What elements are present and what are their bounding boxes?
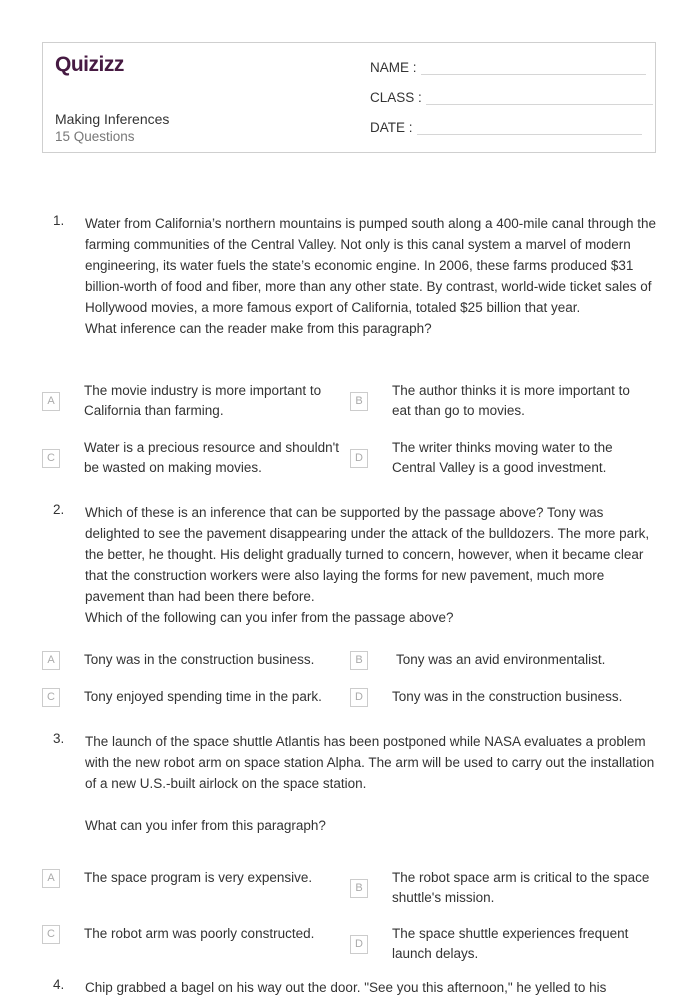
- option-1b[interactable]: [350, 381, 650, 421]
- option-3b[interactable]: [350, 868, 650, 908]
- option-text: Tony was an avid environmentalist.: [396, 652, 606, 667]
- option-3c[interactable]: [42, 924, 349, 944]
- option-letter: C: [42, 688, 60, 707]
- option-3d[interactable]: [350, 924, 650, 964]
- option-2d[interactable]: [350, 687, 650, 707]
- worksheet-header: [42, 42, 656, 153]
- option-1d[interactable]: [350, 438, 650, 478]
- question-number: 1.: [53, 213, 65, 228]
- option-text: The robot space arm is critical to the space shuttle's mission.: [392, 870, 650, 905]
- question-number: 4.: [53, 977, 65, 992]
- option-letter: D: [350, 688, 368, 707]
- question-text: Chip grabbed a bagel on his way out the door. "See you this afternoon," he yelled to his: [85, 980, 607, 995]
- class-line[interactable]: [426, 103, 653, 105]
- option-text: The author thinks it is more important to eat than go to movies.: [392, 383, 630, 418]
- name-label: NAME :: [370, 60, 417, 75]
- question-number: 2.: [53, 502, 65, 517]
- quizizz-logo: Quizizz: [55, 53, 124, 76]
- question-text: Water from California’s northern mountains is pumped south along a 400-mile canal through the farming communities of the Central Valley. Not only is this canal system a marvel of modern engineering, its water fuels the state’s economic engine. In 2006, these farms produced $31 billion-worth of food and fiber, more than any other state. By contrast, world-wide ticket sales of Hollywood movies, a more famous export of California, totaled $25 billion that year. What inference can the reader make from this paragraph?: [85, 216, 657, 336]
- question-count: 15 Questions: [55, 129, 135, 144]
- option-letter: B: [350, 879, 368, 898]
- option-letter: A: [42, 651, 60, 670]
- class-field[interactable]: [370, 90, 653, 105]
- date-field[interactable]: [370, 120, 642, 135]
- name-field[interactable]: [370, 60, 646, 75]
- option-1a[interactable]: [42, 381, 349, 421]
- option-2c[interactable]: [42, 687, 349, 707]
- question-text: Which of these is an inference that can be supported by the passage above? Tony was delighted to see the pavement disappearing under the attack of the bulldozers. The more park, the better, he thought. His delight gradually turned to concern, however, when it became clear that the construction workers were also laying the forms for new pavement, much more pavement than had been there before. Which of the following can you infer from the passage above?: [85, 505, 650, 625]
- option-letter: A: [42, 392, 60, 411]
- option-1c[interactable]: [42, 438, 349, 478]
- option-letter: A: [42, 869, 60, 888]
- option-letter: B: [350, 651, 368, 670]
- option-text: Tony was in the construction business.: [392, 689, 623, 704]
- name-line[interactable]: [421, 73, 646, 75]
- option-letter: D: [350, 935, 368, 954]
- option-text: The space shuttle experiences frequent launch delays.: [392, 926, 629, 961]
- option-letter: C: [42, 449, 60, 468]
- option-letter: B: [350, 392, 368, 411]
- option-text: Tony enjoyed spending time in the park.: [84, 689, 322, 704]
- question-text: The launch of the space shuttle Atlantis has been postponed while NASA evaluates a problem with the new robot arm on space station Alpha. The arm will be used to carry out the installation of a new U.S.-built airlock on the space station. What can you infer from this paragraph?: [85, 734, 655, 833]
- worksheet-title: Making Inferences: [55, 111, 170, 127]
- option-text: The movie industry is more important to California than farming.: [84, 383, 322, 418]
- question-number: 3.: [53, 731, 65, 746]
- option-2b[interactable]: [350, 650, 654, 670]
- option-text: The space program is very expensive.: [84, 870, 313, 885]
- date-label: DATE :: [370, 120, 413, 135]
- option-text: The robot arm was poorly constructed.: [84, 926, 315, 941]
- option-text: The writer thinks moving water to the Central Valley is a good investment.: [392, 440, 613, 475]
- option-3a[interactable]: [42, 868, 349, 888]
- date-line[interactable]: [417, 133, 642, 135]
- option-letter: D: [350, 449, 368, 468]
- class-label: CLASS :: [370, 90, 422, 105]
- option-text: Tony was in the construction business.: [84, 652, 315, 667]
- option-2a[interactable]: [42, 650, 349, 670]
- option-text: Water is a precious resource and shouldn't be wasted on making movies.: [84, 440, 339, 475]
- option-letter: C: [42, 925, 60, 944]
